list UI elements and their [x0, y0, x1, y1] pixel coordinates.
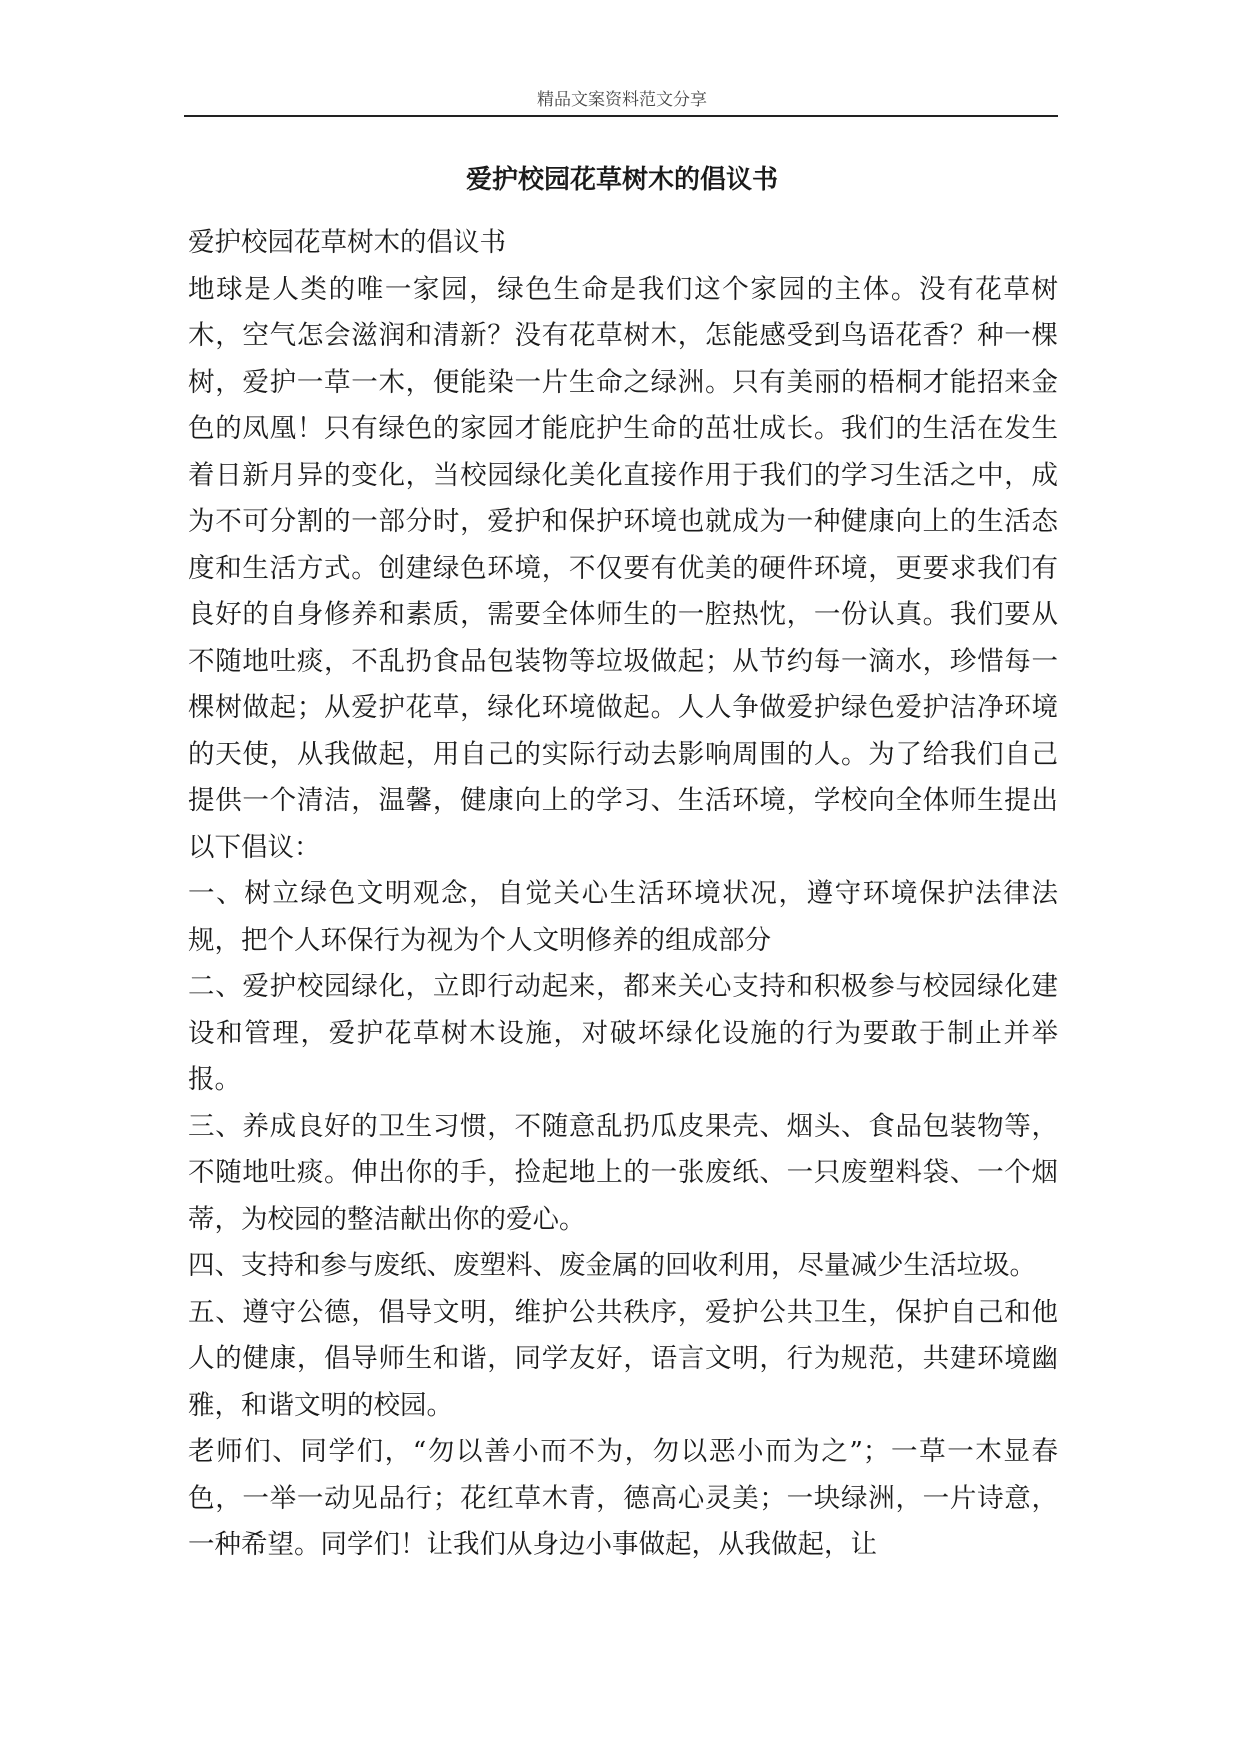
- body-paragraph-closing: 老师们、同学们，“勿以善小而不为，勿以恶小而为之”；一草一木显春色，一举一动见品行；花红草木青，德高心灵美；一块绿洲，一片诗意，一种希望。同学们！让我们从身边小事做起，从我做起，让: [188, 1436, 1058, 1560]
- body-paragraph-proposal-1: 一、树立绿色文明观念，自觉关心生活环境状况，遵守环境保护法律法规，把个人环保行为视为个人文明修养的组成部分: [188, 878, 1058, 956]
- body-paragraph-proposal-5: 五、遵守公德，倡导文明，维护公共秩序，爱护公共卫生，保护自己和他人的健康，倡导师生和谐，同学友好，语言文明，行为规范，共建环境幽雅，和谐文明的校园。: [188, 1296, 1058, 1421]
- body-paragraph-heading: 爱护校园花草树木的倡议书: [188, 227, 506, 258]
- header-divider: [184, 115, 1058, 117]
- body-paragraph-proposal-2: 二、爱护校园绿化，立即行动起来，都来关心支持和积极参与校园绿化建设和管理，爱护花草树木设施，对破坏绿化设施的行为要敢于制止并举报。: [188, 971, 1058, 1095]
- document-body: [188, 220, 1058, 1569]
- page-header: 精品文案资料范文分享: [537, 90, 707, 110]
- body-paragraph-proposal-3: 三、养成良好的卫生习惯，不随意乱扔瓜皮果壳、烟头、食品包装物等，不随地吐痰。伸出你的手，捡起地上的一张废纸、一只废塑料袋、一个烟蒂，为校园的整洁献出你的爱心。: [188, 1110, 1058, 1235]
- body-paragraph-proposal-4: 四、支持和参与废纸、废塑料、废金属的回收利用，尽量减少生活垃圾。: [188, 1250, 1036, 1281]
- body-paragraph-intro: 地球是人类的唯一家园，绿色生命是我们这个家园的主体。没有花草树木，空气怎会滋润和清新？没有花草树木，怎能感受到鸟语花香？种一棵树，爱护一草一木，便能染一片生命之绿洲。只有美丽的梧桐才能招来金色的凤凰！只有绿色的家园才能庇护生命的茁壮成长。我们的生活在发生着日新月异的变化，当校园绿化美化直接作用于我们的学习生活之中，成为不可分割的一部分时，爱护和保护环境也就成为一种健康向上的生活态度和生活方式。创建绿色环境，不仅要有优美的硬件环境，更要求我们有良好的自身修养和素质，需要全体师生的一腔热忱，一份认真。我们要从不随地吐痰，不乱扔食品包装物等垃圾做起；从节约每一滴水，珍惜每一棵树做起；从爱护花草，绿化环境做起。人人争做爱护绿色爱护洁净环境的天使，从我做起，用自己的实际行动去影响周围的人。为了给我们自己提供一个清洁，温馨，健康向上的学习、生活环境，学校向全体师生提出以下倡议：: [188, 273, 1058, 863]
- document-title: 爱护校园花草树木的倡议书: [465, 165, 778, 195]
